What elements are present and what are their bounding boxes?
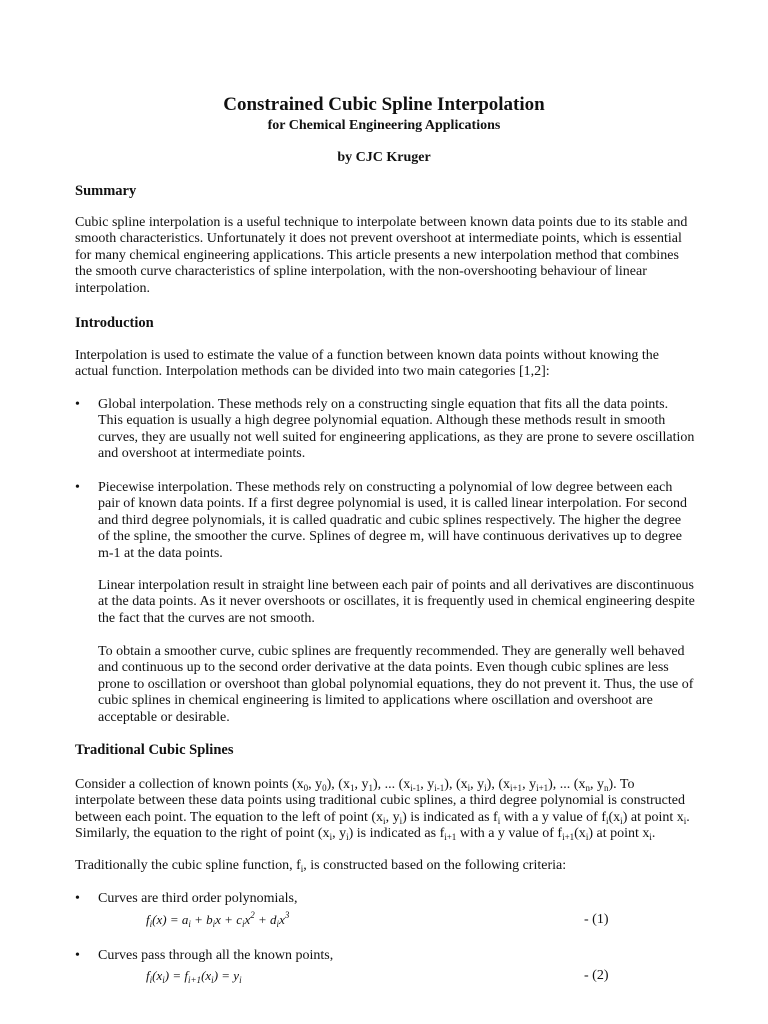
linear-interpolation-paragraph: Linear interpolation result in straight line between each pair of points and all derivatives are discontinuous at the data points. As it never overshoots or oscillates, it is frequently used in chemical engineering despite the fact that the curves are not smooth. [98,578,695,626]
bullet-piecewise-interpolation: Piecewise interpolation. These methods rely on constructing a polynomial of low degree between each pair of known data points. If a first degree polynomial is used, it is called linear interpolation. For second and third degree polynomials, it is called quadratic and cubic splines respectively. The higher the degree of the spline, the smoother the curve. Splines of degree m, will have continuous derivatives up to degree m-1 at the data points. [98,480,688,561]
cubic-spline-paragraph: To obtain a smoother curve, cubic splines are frequently recommended. They are generally well behaved and continuous up to the second order derivative at the data points. Even though cubic splines are less prone to oscillation or overshoot than global polynomial equations, they do not prevent it. Thus, the use of cubic splines in chemical engineering is limited to applications where oscillation and overshoot are acceptable or desirable. [98,644,694,725]
equation-1: $f_i(x) = a_i + b_ix + c_ix^2 + d_ix^3$ [146,910,290,929]
equation-1-number: - (1) [584,912,609,927]
criterion-third-order: Curves are third order polynomials, [98,891,298,906]
criterion-pass-through-points: Curves pass through all the known points, [98,948,334,963]
criteria-intro-paragraph: Traditionally the cubic spline function, $f_i$, is constructed based on the following criteria: [75,858,567,874]
paper-author: by CJC Kruger [337,150,431,165]
known-points-paragraph: Consider a collection of known points ($x_0$, $y_0$), ($x_1$, $y_1$), ... ($x_{i-1}$, $y_{i-1}$), ($x_i$, $y_i$), ($x_{i+1}$, $y_{i+1}$), ... ($x_n$, $y_n$). To interpolate between these data points using traditional cubic splines, a third degree polynomial is constructed between each point. The equation to the left of point ($x_i$, $y_i$) is indicated as $f_i$ with a y value of $f_i(x_i)$ at point $x_i$. Similarly, the equation to the right of point ($x_i$, $y_i$) is indicated as $f_{i+1}$ with a y value of $f_{i+1}(x_i)$ at point $x_i$. [75,777,690,843]
equation-2: $f_i(x_i) = f_{i+1}(x_i) = y_i$ [146,968,242,985]
introduction-paragraph: Interpolation is used to estimate the value of a function between known data points without knowing the actual function. Interpolation methods can be divided into two main categories [1,2]: [75,348,659,380]
paper-subtitle: for Chemical Engineering Applications [267,118,501,133]
bullet-marker: • [75,480,80,495]
equation-2-number: - (2) [584,968,609,983]
summary-heading: Summary [75,183,137,199]
bullet-marker: • [75,948,80,963]
bullet-marker: • [75,397,80,412]
bullet-global-interpolation: Global interpolation. These methods rely on a constructing single equation that fits all the data points. This equation is usually a high degree polynomial equation. Although these methods result in smooth curves, they are usually not well suited for engineering applications, as they are prone to severe oscillation and overshoot at intermediate points. [98,397,695,462]
introduction-heading: Introduction [75,315,154,331]
traditional-splines-heading: Traditional Cubic Splines [75,742,234,758]
summary-paragraph: Cubic spline interpolation is a useful technique to interpolate between known data points due to its stable and smooth characteristics. Unfortunately it does not prevent overshoot at intermediate points, which is essential for many chemical engineering applications. This article presents a new interpolation method that combines the smooth curve characteristics of spline interpolation, with the non-overshooting behaviour of linear interpolation. [75,215,688,296]
paper-title: Constrained Cubic Spline Interpolation [223,94,545,115]
bullet-marker: • [75,891,80,906]
